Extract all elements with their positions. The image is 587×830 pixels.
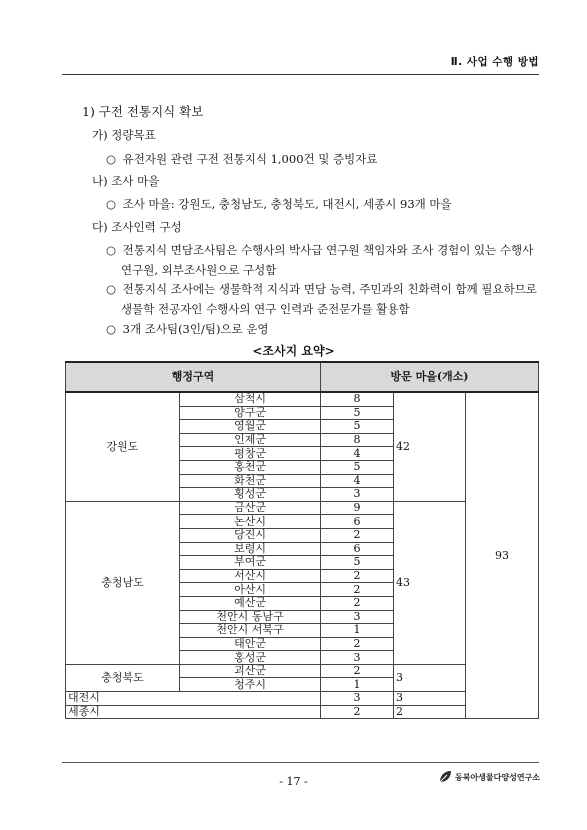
village-count-cell: 5: [321, 556, 394, 570]
village-count-cell: 6: [321, 515, 394, 529]
village-count-cell: 2: [321, 705, 394, 719]
survey-summary-table: [65, 361, 539, 719]
bullet-text: 조사 마을: 강원도, 충청남도, 충청북도, 대전시, 세종시 93개 마을: [122, 197, 452, 211]
village-count-cell: 4: [321, 447, 394, 461]
leaf-icon: [438, 770, 452, 784]
bullet-b1: [106, 196, 452, 212]
city-total-cell: 2: [394, 705, 466, 719]
bullet-circle: ○: [106, 322, 117, 336]
village-count-cell: 6: [321, 542, 394, 556]
bullet-text: 전통지식 면담조사팀은 수행사의 박사급 연구원 책임자와 조사 경험이 있는 수행사: [122, 243, 534, 257]
village-count-cell: 2: [321, 583, 394, 597]
village-count-cell: 9: [321, 501, 394, 515]
bullet-c2-cont: 생물학 전공자인 수행사의 연구 인력과 준전문가를 활용함: [121, 302, 410, 316]
header-visit-count: 방문 마을(개소): [321, 362, 539, 392]
village-count-cell: 3: [321, 692, 394, 706]
subsection-c: 다) 조사인력 구성: [92, 220, 182, 234]
org-logo: [438, 770, 540, 784]
district-cell: 인제군: [180, 433, 321, 447]
bullet-a1: [106, 151, 377, 167]
village-count-cell: 2: [321, 596, 394, 610]
district-cell: 괴산군: [180, 664, 321, 678]
district-cell: 당진시: [180, 528, 321, 542]
district-cell: 부여군: [180, 556, 321, 570]
district-cell: 화천군: [180, 474, 321, 488]
org-name: 동북아생물다양성연구소: [455, 772, 541, 782]
bullet-c1-cont: 연구원, 외부조사원으로 구성함: [121, 263, 277, 277]
district-cell: 횡성군: [180, 488, 321, 502]
city-cell: 세종시: [66, 705, 321, 719]
bullet-c1: [106, 242, 533, 258]
province-total-cell: 42: [394, 392, 466, 501]
village-count-cell: 5: [321, 460, 394, 474]
village-count-cell: 5: [321, 420, 394, 434]
bullet-text: 전통지식 조사에는 생물학적 지식과 면담 능력, 주민과의 친화력이 함께 필요하므로: [122, 282, 537, 296]
running-header: Ⅱ. 사업 수행 방법: [450, 56, 539, 68]
district-cell: 논산시: [180, 515, 321, 529]
province-cell: 충청남도: [66, 501, 180, 664]
province-cell: 충청북도: [66, 664, 180, 691]
district-cell: 양구군: [180, 406, 321, 420]
district-cell: 예산군: [180, 596, 321, 610]
district-cell: 홍성군: [180, 651, 321, 665]
village-count-cell: 5: [321, 406, 394, 420]
village-count-cell: 2: [321, 637, 394, 651]
bullet-c2: [106, 281, 537, 297]
district-cell: 평창군: [180, 447, 321, 461]
district-cell: 삼척시: [180, 392, 321, 406]
district-cell: 청주시: [180, 678, 321, 692]
bullet-circle: ○: [106, 152, 117, 166]
bullet-c3: [106, 321, 269, 337]
district-cell: 서산시: [180, 569, 321, 583]
table-header-row: [66, 362, 539, 392]
village-count-cell: 1: [321, 678, 394, 692]
city-cell: 대전시: [66, 692, 321, 706]
district-cell: 아산시: [180, 583, 321, 597]
district-cell: 영월군: [180, 420, 321, 434]
district-cell: 천안시 서북구: [180, 624, 321, 638]
table-row: [66, 392, 539, 406]
bullet-circle: ○: [106, 197, 117, 211]
village-count-cell: 1: [321, 624, 394, 638]
province-total-cell: 43: [394, 501, 466, 664]
district-cell: 금산군: [180, 501, 321, 515]
district-cell: 태안군: [180, 637, 321, 651]
table-caption: <조사지 요약>: [252, 344, 335, 358]
bullet-text: 유전자원 관련 구전 전통지식 1,000건 및 증빙자료: [122, 152, 378, 166]
village-count-cell: 8: [321, 433, 394, 447]
village-count-cell: 3: [321, 651, 394, 665]
footer-divider: [62, 762, 539, 763]
bullet-circle: ○: [106, 282, 117, 296]
village-count-cell: 3: [321, 488, 394, 502]
village-count-cell: 2: [321, 569, 394, 583]
district-cell: 홍천군: [180, 460, 321, 474]
header-region: 행정구역: [66, 362, 321, 392]
bullet-circle: ○: [106, 243, 117, 257]
header-divider: [62, 74, 539, 75]
district-cell: 보령시: [180, 542, 321, 556]
village-count-cell: 2: [321, 528, 394, 542]
district-cell: 천안시 동남구: [180, 610, 321, 624]
province-cell: 강원도: [66, 392, 180, 501]
province-total-cell: 3: [394, 664, 466, 691]
subsection-a: 가) 정량목표: [92, 128, 156, 142]
page-number: - 17 -: [279, 775, 308, 788]
subsection-b: 나) 조사 마을: [92, 174, 160, 188]
village-count-cell: 3: [321, 610, 394, 624]
village-count-cell: 8: [321, 392, 394, 406]
city-total-cell: 3: [394, 692, 466, 706]
section-title: 1) 구전 전통지식 확보: [82, 104, 204, 119]
village-count-cell: 2: [321, 664, 394, 678]
grand-total-cell: 93: [466, 392, 539, 719]
village-count-cell: 4: [321, 474, 394, 488]
bullet-text: 3개 조사팀(3인/팀)으로 운영: [122, 322, 269, 336]
